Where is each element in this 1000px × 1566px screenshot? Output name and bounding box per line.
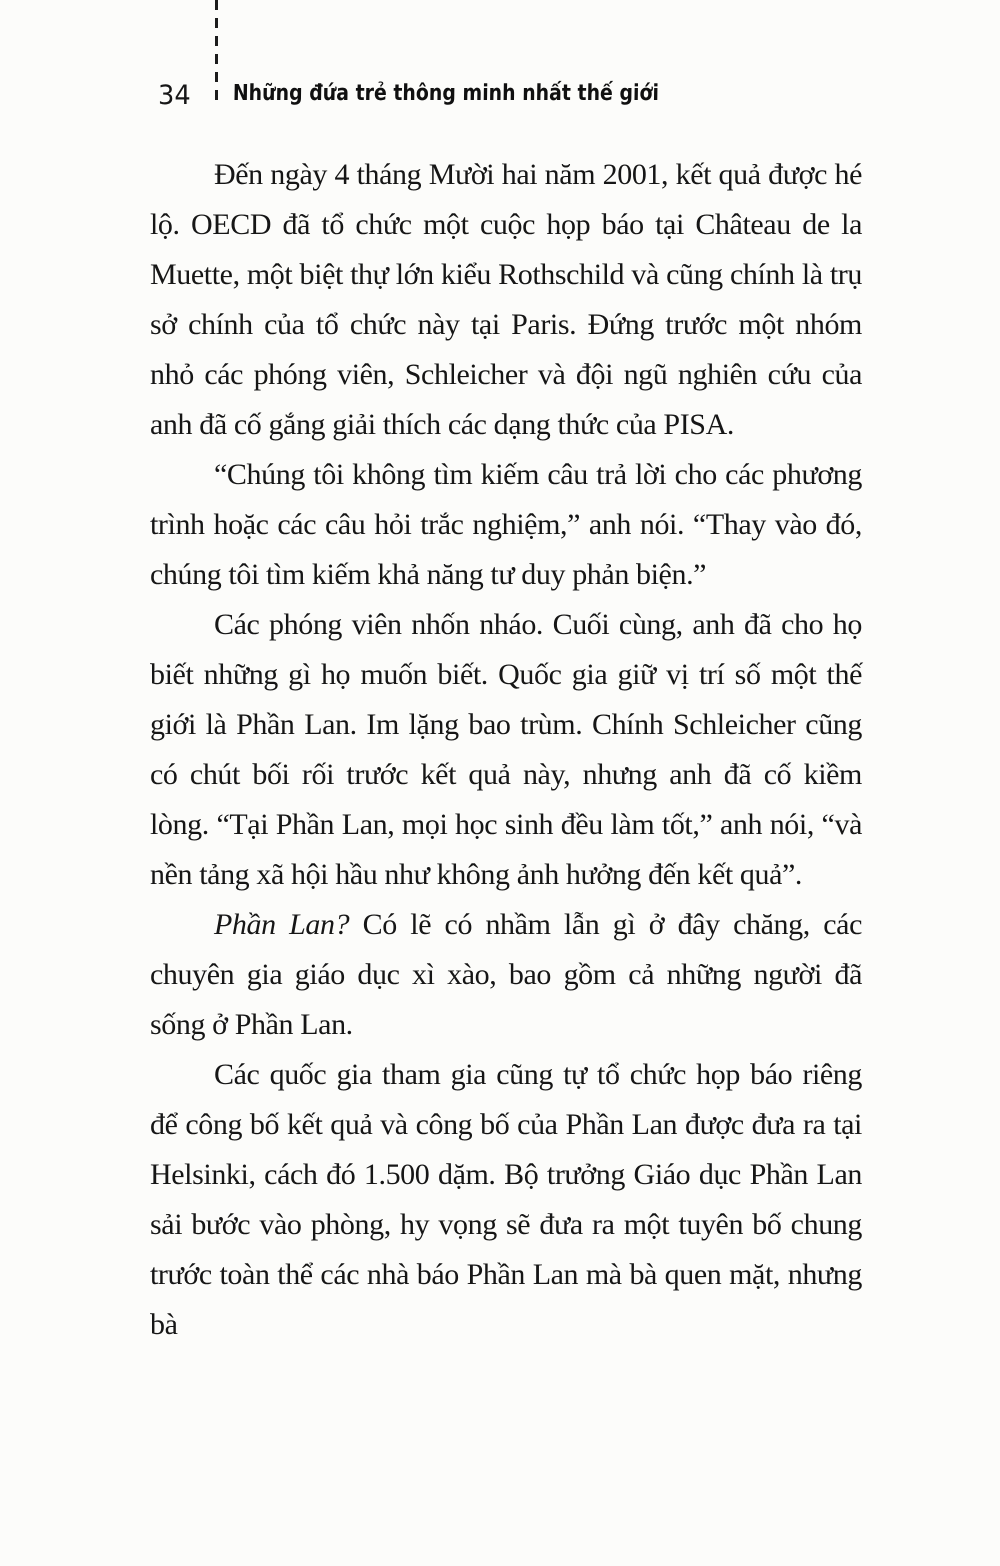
page-number: 34 bbox=[158, 80, 191, 111]
paragraph-1: Đến ngày 4 tháng Mười hai năm 2001, kết quả được hé lộ. OECD đã tổ chức một cuộc họp báo tại Château de la Muette, một biệt thự lớn kiểu Rothschild và cũng chính là trụ sở chính của tổ chức này tại Paris. Đứng trước một nhóm nhỏ các phóng viên, Schleicher và đội ngũ nghiên cứu của anh đã cố gắng giải thích các dạng thức của PISA. bbox=[150, 158, 862, 441]
paragraph-4-body: Có lẽ có nhầm lẫn gì ở đây chăng, các chuyên gia giáo dục xì xào, bao gồm cả những người đã sống ở Phần Lan. bbox=[150, 908, 862, 1041]
paragraph-4-italic-lead: Phần Lan? bbox=[214, 908, 350, 941]
body-text bbox=[150, 150, 862, 1350]
paragraph-2: “Chúng tôi không tìm kiếm câu trả lời cho các phương trình hoặc các câu hỏi trắc nghiệm,” anh nói. “Thay vào đó, chúng tôi tìm kiếm khả năng tư duy phản biện.” bbox=[150, 458, 862, 591]
paragraph-3: Các phóng viên nhốn nháo. Cuối cùng, anh đã cho họ biết những gì họ muốn biết. Quốc gia giữ vị trí số một thế giới là Phần Lan. Im lặng bao trùm. Chính Schleicher cũng có chút bối rối trước kết quả này, nhưng anh đã cố kiềm lòng. “Tại Phần Lan, mọi học sinh đều làm tốt,” anh nói, “và nền tảng xã hội hầu như không ảnh hưởng đến kết quả”. bbox=[150, 608, 862, 891]
running-title: Những đứa trẻ thông minh nhất thế giới bbox=[232, 81, 660, 106]
paragraph-5: Các quốc gia tham gia cũng tự tổ chức họp báo riêng để công bố kết quả và công bố của Phần Lan được đưa ra tại Helsinki, cách đó 1.500 dặm. Bộ trưởng Giáo dục Phần Lan sải bước vào phòng, hy vọng sẽ đưa ra một tuyên bố chung trước toàn thể các nhà báo Phần Lan mà bà quen mặt, nhưng bà bbox=[150, 1058, 862, 1341]
header-dashed-divider bbox=[215, 0, 218, 108]
paragraph-4 bbox=[150, 900, 862, 1050]
